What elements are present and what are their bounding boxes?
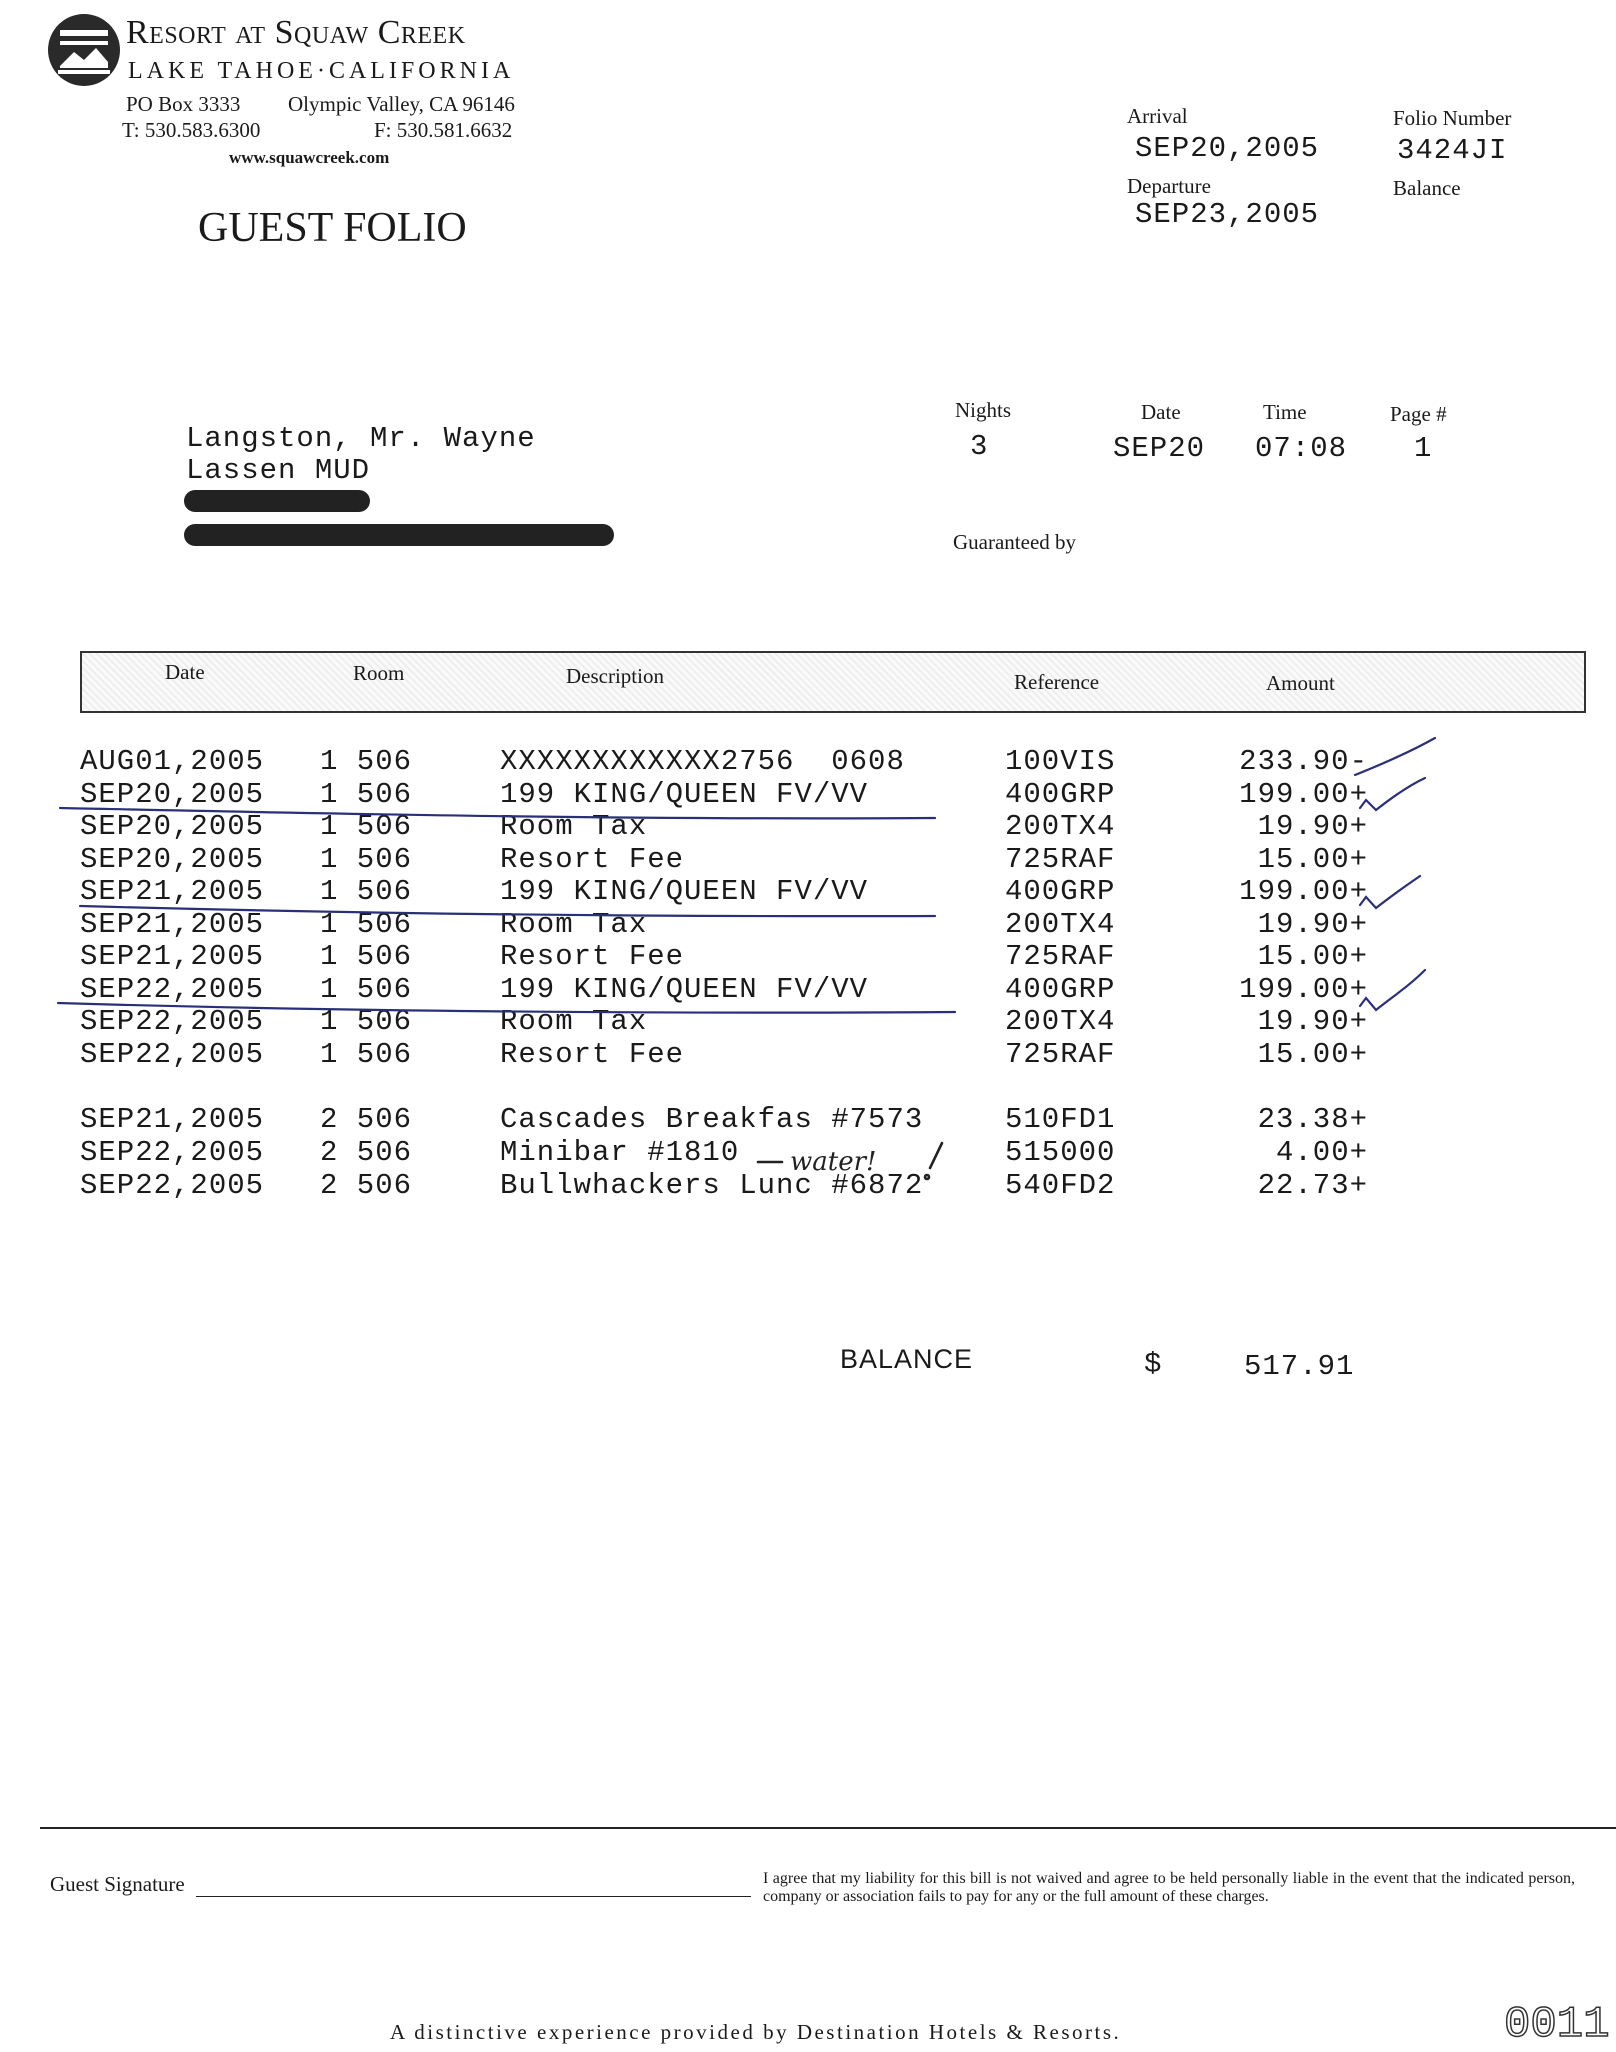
balance-total: 517.91	[1244, 1350, 1355, 1383]
table-header-bar	[80, 651, 1586, 713]
row-amount: 4.00+	[1275, 1136, 1368, 1169]
row-date: SEP21,2005	[80, 875, 265, 908]
table-row	[0, 1170, 1616, 1202]
row-amount: 233.90-	[1239, 745, 1368, 778]
row-description: Room Tax	[500, 810, 648, 843]
redaction-bar	[184, 524, 614, 546]
row-date: SEP21,2005	[80, 940, 265, 973]
row-room: 1 506	[320, 1038, 413, 1071]
row-room: 1 506	[320, 875, 413, 908]
row-description: 199 KING/QUEEN FV/VV	[500, 973, 869, 1006]
row-room: 1 506	[320, 810, 413, 843]
table-row	[0, 1137, 1616, 1169]
row-room: 1 506	[320, 745, 413, 778]
table-row	[0, 779, 1616, 811]
column-header-room: Room	[353, 661, 405, 685]
nights-label: Nights	[955, 398, 1012, 422]
page-label: Page #	[1390, 402, 1447, 426]
address-po-box: PO Box 3333	[126, 92, 241, 116]
time-label: Time	[1263, 400, 1307, 424]
row-amount: 19.90+	[1257, 1005, 1368, 1038]
footer-divider	[40, 1827, 1616, 1829]
row-reference: 510FD1	[1005, 1103, 1116, 1136]
departure-date: SEP23,2005	[1135, 198, 1320, 231]
row-room: 1 506	[320, 843, 413, 876]
table-row	[0, 746, 1616, 778]
signature-line	[196, 1896, 751, 1897]
row-room: 1 506	[320, 973, 413, 1006]
row-description: Resort Fee	[500, 940, 685, 973]
row-amount: 15.00+	[1257, 843, 1368, 876]
table-row	[0, 941, 1616, 973]
row-reference: 200TX4	[1005, 1005, 1116, 1038]
row-room: 1 506	[320, 1005, 413, 1038]
row-room: 1 506	[320, 778, 413, 811]
row-date: AUG01,2005	[80, 745, 265, 778]
row-room: 2 506	[320, 1169, 413, 1202]
row-date: SEP22,2005	[80, 1038, 265, 1071]
row-room: 2 506	[320, 1136, 413, 1169]
row-description: Minibar #1810	[500, 1136, 740, 1169]
row-amount: 15.00+	[1257, 1038, 1368, 1071]
row-reference: 400GRP	[1005, 973, 1116, 1006]
balance-total-label: BALANCE	[840, 1344, 974, 1374]
table-row	[0, 876, 1616, 908]
column-header-reference: Reference	[1014, 670, 1100, 694]
row-reference: 200TX4	[1005, 810, 1116, 843]
table-row	[0, 811, 1616, 843]
row-amount: 199.00+	[1239, 778, 1368, 811]
row-description: XXXXXXXXXXXX2756 0608	[500, 745, 905, 778]
row-amount: 15.00+	[1257, 940, 1368, 973]
page-stamp-number: 0011	[1504, 2000, 1610, 2050]
row-description: Bullwhackers Lunc #6872	[500, 1169, 924, 1202]
row-amount: 199.00+	[1239, 973, 1368, 1006]
guaranteed-by-label: Guaranteed by	[953, 530, 1077, 554]
row-description: 199 KING/QUEEN FV/VV	[500, 778, 869, 811]
table-row	[0, 1039, 1616, 1071]
hotel-location: LAKE TAHOE·CALIFORNIA	[128, 58, 515, 84]
handwritten-note: water!	[790, 1147, 877, 1177]
row-date: SEP20,2005	[80, 810, 265, 843]
row-reference: 515000	[1005, 1136, 1116, 1169]
fax-number: F: 530.581.6632	[374, 118, 513, 142]
row-room: 1 506	[320, 940, 413, 973]
row-reference: 100VIS	[1005, 745, 1116, 778]
table-row	[0, 1006, 1616, 1038]
arrival-date: SEP20,2005	[1135, 132, 1320, 165]
guest-organization: Lassen MUD	[186, 454, 371, 487]
time-value: 07:08	[1255, 432, 1348, 465]
row-date: SEP22,2005	[80, 1169, 265, 1202]
currency-symbol: $	[1144, 1348, 1163, 1381]
row-description: 199 KING/QUEEN FV/VV	[500, 875, 869, 908]
folio-number: 3424JI	[1397, 134, 1508, 167]
row-description: Room Tax	[500, 1005, 648, 1038]
table-row	[0, 844, 1616, 876]
footer-tagline: A distinctive experience provided by Destination Hotels & Resorts.	[390, 2020, 1122, 2044]
row-date: SEP22,2005	[80, 1005, 265, 1038]
arrival-label: Arrival	[1127, 104, 1188, 128]
folio-number-label: Folio Number	[1393, 106, 1512, 130]
row-date: SEP20,2005	[80, 778, 265, 811]
row-date: SEP22,2005	[80, 973, 265, 1006]
date-label: Date	[1141, 400, 1181, 424]
row-reference: 200TX4	[1005, 908, 1116, 941]
row-amount: 19.90+	[1257, 908, 1368, 941]
row-amount: 199.00+	[1239, 875, 1368, 908]
row-description: Cascades Breakfas #7573	[500, 1103, 924, 1136]
row-date: SEP22,2005	[80, 1136, 265, 1169]
resort-logo	[44, 10, 124, 90]
row-description: Resort Fee	[500, 1038, 685, 1071]
column-header-date: Date	[165, 660, 205, 684]
table-row	[0, 974, 1616, 1006]
date-value: SEP20	[1113, 432, 1206, 465]
row-room: 1 506	[320, 908, 413, 941]
row-date: SEP20,2005	[80, 843, 265, 876]
table-row	[0, 1104, 1616, 1136]
liability-agreement: I agree that my liability for this bill is not waived and agree to be held personally liable in the event that the indicated person, company or association fails to pay for any or the full amount of these charges.	[763, 1870, 1575, 1905]
row-date: SEP21,2005	[80, 908, 265, 941]
row-reference: 400GRP	[1005, 778, 1116, 811]
row-room: 2 506	[320, 1103, 413, 1136]
departure-label: Departure	[1127, 174, 1211, 198]
row-amount: 19.90+	[1257, 810, 1368, 843]
address-city: Olympic Valley, CA 96146	[288, 92, 515, 116]
row-description: Room Tax	[500, 908, 648, 941]
nights-value: 3	[970, 430, 989, 463]
redaction-bar	[184, 490, 370, 512]
website: www.squawcreek.com	[229, 148, 390, 167]
balance-label: Balance	[1393, 176, 1461, 200]
guest-signature-label: Guest Signature	[50, 1872, 185, 1896]
guest-name: Langston, Mr. Wayne	[186, 422, 536, 455]
row-date: SEP21,2005	[80, 1103, 265, 1136]
row-reference: 725RAF	[1005, 843, 1116, 876]
page-value: 1	[1414, 432, 1433, 465]
hotel-name: Resort at Squaw Creek	[126, 14, 466, 51]
page-title: GUEST FOLIO	[198, 205, 467, 251]
row-amount: 22.73+	[1257, 1169, 1368, 1202]
row-reference: 725RAF	[1005, 940, 1116, 973]
row-amount: 23.38+	[1257, 1103, 1368, 1136]
table-row	[0, 909, 1616, 941]
row-description: Resort Fee	[500, 843, 685, 876]
column-header-amount: Amount	[1266, 671, 1335, 695]
row-reference: 725RAF	[1005, 1038, 1116, 1071]
row-reference: 540FD2	[1005, 1169, 1116, 1202]
phone-number: T: 530.583.6300	[122, 118, 261, 142]
column-header-description: Description	[566, 664, 664, 688]
row-reference: 400GRP	[1005, 875, 1116, 908]
